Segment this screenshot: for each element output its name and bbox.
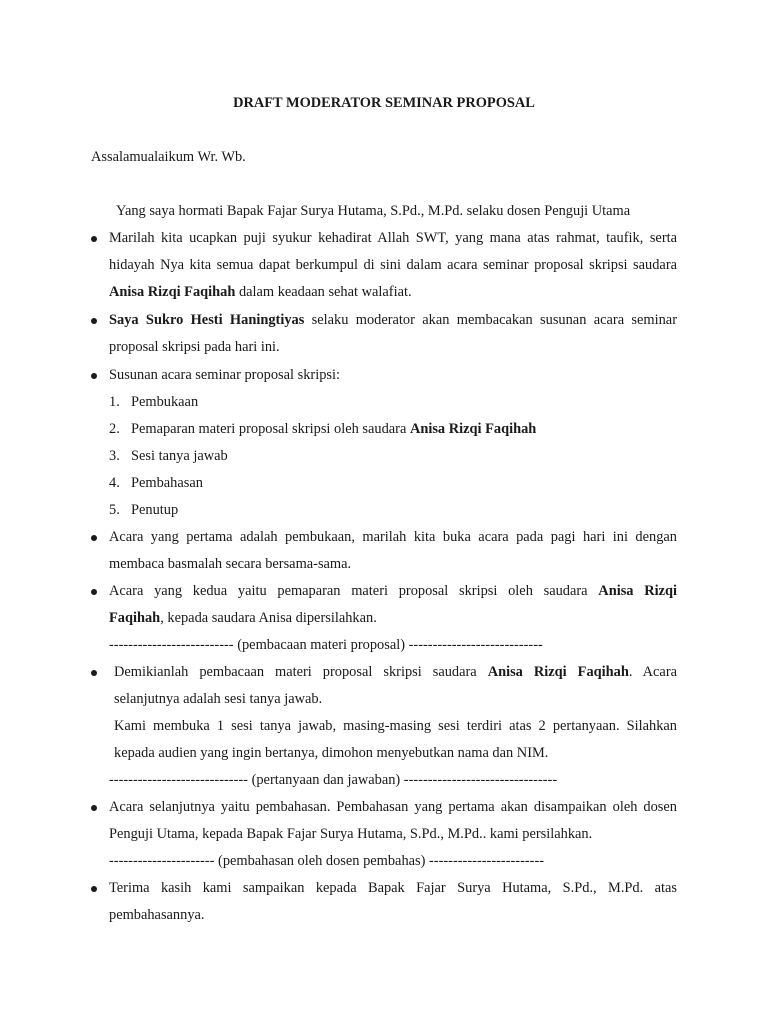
agenda-item [131,393,198,411]
text-span: Acara yang kedua yaitu pemaparan materi proposal skripsi oleh saudara [109,583,599,599]
name-bold: Anisa Rizqi Faqihah [409,421,537,437]
paragraph-line: kepada audien yang ingin bertanya, dimohon menyebutkan nama dan NIM. [114,745,549,761]
agenda-number: 3. [109,448,120,464]
text-span: dalam keadaan sehat walafiat. [235,284,412,300]
name-bold: Anisa Rizqi [598,583,677,599]
agenda-item [131,420,536,438]
paragraph-line: Marilah kita ucapkan puji syukur kehadirat Allah SWT, yang mana atas rahmat, taufik, serta [109,230,677,246]
separator-line: ---------------------- (pembahasan oleh dosen pembahas) ------------------------ [109,853,545,869]
separator-line: -------------------------- (pembacaan materi proposal) ---------------------------- [109,637,543,653]
address-line: Yang saya hormati Bapak Fajar Surya Hutama, S.Pd., M.Pd. selaku dosen Penguji Utama [116,203,631,219]
bullet-dot [91,886,97,892]
bullet-dot [91,236,97,242]
paragraph-line: selanjutnya adalah sesi tanya jawab. [114,691,323,707]
agenda-item [131,501,178,519]
paragraph-line [109,582,677,600]
paragraph-line: Kami membuka 1 sesi tanya jawab, masing-masing sesi terdiri atas 2 pertanyaan. Silahkan [114,718,677,734]
text-span: Sesi tanya jawab [131,448,228,464]
greeting: Assalamualaikum Wr. Wb. [91,149,246,165]
paragraph-line: proposal skripsi pada hari ini. [109,339,280,355]
name-bold: Saya Sukro Hesti Haningtiyas [109,312,305,328]
text-span: Pembukaan [131,394,199,410]
paragraph-line: Susunan acara seminar proposal skripsi: [109,367,340,383]
bullet-dot [91,805,97,811]
text-span: Penutup [131,502,179,518]
document-title: DRAFT MODERATOR SEMINAR PROPOSAL [233,95,535,111]
name-bold: Anisa Rizqi Faqihah [109,284,236,300]
text-span: , kepada saudara Anisa dipersilahkan. [160,610,377,626]
paragraph-line: Penguji Utama, kepada Bapak Fajar Surya Hutama, S.Pd., M.Pd.. kami persilahkan. [109,826,593,842]
text-span: Pembahasan [131,475,203,491]
paragraph-line [109,283,412,301]
paragraph-line [114,663,677,681]
agenda-number: 5. [109,502,120,518]
name-bold: Anisa Rizqi Faqihah [487,664,629,680]
agenda-number: 1. [109,394,120,410]
paragraph-line [109,609,377,627]
bullet-dot [91,318,97,324]
paragraph-line: membaca basmalah secara bersama-sama. [109,556,352,572]
paragraph-line: Terima kasih kami sampaikan kepada Bapak Fajar Surya Hutama, S.Pd., M.Pd. atas [109,880,677,896]
separator-line: ----------------------------- (pertanyaan dan jawaban) -------------------------------- [109,772,558,788]
agenda-number: 2. [109,421,120,437]
text-span: selaku moderator akan membacakan susunan acara seminar [304,312,677,328]
bullet-dot [91,535,97,541]
text-span: Pemaparan materi proposal skripsi oleh saudara [131,421,410,437]
paragraph-line: hidayah Nya kita semua dapat berkumpul di sini dalam acara seminar proposal skripsi saudara [109,257,677,273]
paragraph-line: Acara yang pertama adalah pembukaan, marilah kita buka acara pada pagi hari ini dengan [109,529,677,545]
text-span: . Acara [628,664,677,680]
paragraph-line: Acara selanjutnya yaitu pembahasan. Pembahasan yang pertama akan disampaikan oleh dosen [109,799,677,815]
agenda-item [131,474,203,492]
paragraph-line: pembahasannya. [109,907,205,923]
bullet-dot [91,670,97,676]
text-span: Demikianlah pembacaan materi proposal skripsi saudara [114,664,488,680]
bullet-dot [91,589,97,595]
name-bold: Faqihah [109,610,161,626]
agenda-item [131,447,228,465]
paragraph-line [109,311,677,329]
bullet-dot [91,373,97,379]
agenda-number: 4. [109,475,120,491]
